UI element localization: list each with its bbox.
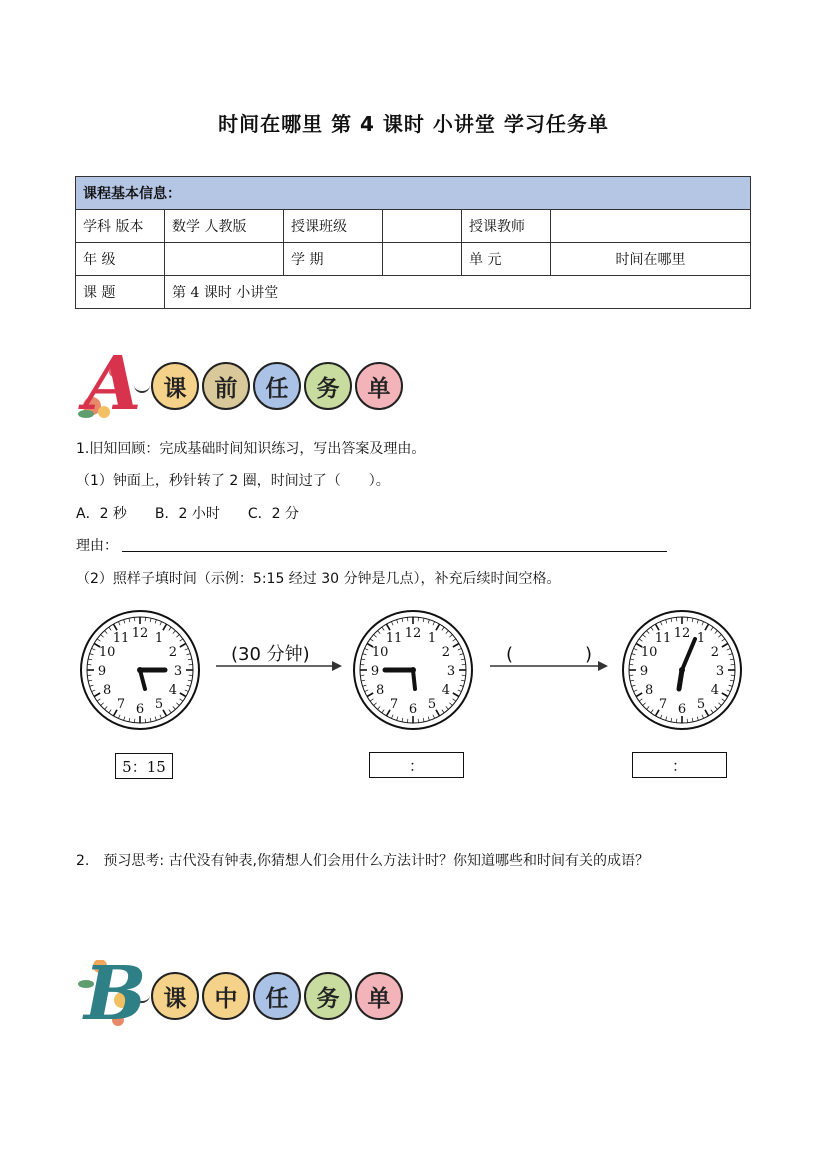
subject-value: 数学 人教版 xyxy=(165,210,284,243)
lesson-value: 第 4 课时 小讲堂 xyxy=(165,276,751,309)
grade-label: 年 级 xyxy=(76,243,165,276)
clock-number: 3 xyxy=(173,664,183,679)
badge-char-1: 课 xyxy=(151,972,199,1020)
clock-number: 5 xyxy=(427,696,437,712)
clock-number: 7 xyxy=(389,696,399,712)
letter-b-icon xyxy=(78,951,147,1037)
clock-2-icon xyxy=(352,609,474,731)
clock-number: 7 xyxy=(658,696,668,712)
clock-number: 8 xyxy=(102,683,112,698)
clock-number: 2 xyxy=(710,645,720,660)
badge-char-3: 任 xyxy=(253,362,301,410)
clock-number: 9 xyxy=(370,664,380,679)
table-header: 课程基本信息： xyxy=(76,177,751,210)
letter-a-icon xyxy=(78,341,142,427)
badge-char-5: 单 xyxy=(355,362,403,410)
arrow-1-icon xyxy=(216,660,342,672)
clock-number: 1 xyxy=(427,631,437,647)
clock-number: 12 xyxy=(131,626,149,641)
letter-b: B xyxy=(84,951,147,1037)
clock-number: 9 xyxy=(97,664,107,679)
badge-char-4: 务 xyxy=(304,972,352,1020)
badge-char-4: 务 xyxy=(304,362,352,410)
q1-intro: 1.旧知回顾：完成基础时间知识练习，写出答案及理由。 xyxy=(76,441,426,457)
letter-a: A xyxy=(84,341,142,427)
page-title: 时间在哪里 第 4 课时 小讲堂 学习任务单 xyxy=(218,112,609,136)
term-label: 学 期 xyxy=(284,243,383,276)
reason-answer-line[interactable] xyxy=(122,551,667,552)
class-value[interactable] xyxy=(383,210,462,243)
clock-number: 10 xyxy=(371,645,389,660)
time-box-3[interactable]: ： xyxy=(632,752,727,778)
badge-char-2: 前 xyxy=(202,362,250,410)
q1-options: A．2 秒 B．2 小时 C．2 分 xyxy=(76,506,300,522)
clock-number: 12 xyxy=(673,626,691,641)
clock-number: 6 xyxy=(677,702,687,717)
unit-label: 单 元 xyxy=(462,243,551,276)
badge-char-1: 课 xyxy=(151,362,199,410)
term-value[interactable] xyxy=(383,243,462,276)
teacher-value[interactable] xyxy=(551,210,751,243)
clock-number: 4 xyxy=(710,683,720,698)
clock-number: 11 xyxy=(385,631,403,647)
section-b-badge xyxy=(78,951,403,1037)
clock-number: 2 xyxy=(168,645,178,660)
clock-1-icon xyxy=(79,609,201,731)
lesson-label: 课 题 xyxy=(76,276,165,309)
q2-text: 2. 预习思考: 古代没有钟表,你猜想人们会用什么方法计时？你知道哪些和时间有关的成语？ xyxy=(76,853,649,869)
clock-number: 11 xyxy=(654,631,672,647)
clock-number: 6 xyxy=(408,702,418,717)
clock-number: 6 xyxy=(135,702,145,717)
clock-number: 3 xyxy=(446,664,456,679)
clock-number: 5 xyxy=(154,696,164,712)
clock-number: 3 xyxy=(715,664,725,679)
clock-number: 10 xyxy=(98,645,116,660)
course-info-table xyxy=(75,176,751,309)
clock-number: 2 xyxy=(441,645,451,660)
clock-number: 4 xyxy=(168,683,178,698)
clock-number: 9 xyxy=(639,664,649,679)
clock-number: 1 xyxy=(154,631,164,647)
clock-number: 8 xyxy=(375,683,385,698)
time-box-2[interactable]: ： xyxy=(369,752,464,778)
clock-number: 8 xyxy=(644,683,654,698)
badge-char-3: 任 xyxy=(253,972,301,1020)
badge-char-2: 中 xyxy=(202,972,250,1020)
class-label: 授课班级 xyxy=(284,210,383,243)
q1-sub2: （2）照样子填时间（示例：5:15 经过 30 分钟是几点），补充后续时间空格。 xyxy=(76,571,561,587)
clock-number: 12 xyxy=(404,626,422,641)
unit-value: 时间在哪里 xyxy=(551,243,751,276)
clock-number: 10 xyxy=(640,645,658,660)
clock-3-icon xyxy=(621,609,743,731)
arrow-1-label: (30 分钟) xyxy=(231,644,310,665)
arrow-2-label: ( ) xyxy=(506,644,593,665)
clock-number: 1 xyxy=(696,631,706,647)
badge-char-5: 单 xyxy=(355,972,403,1020)
time-box-1: 5：15 xyxy=(115,753,173,779)
clock-number: 5 xyxy=(696,696,706,712)
grade-value[interactable] xyxy=(165,243,284,276)
clock-number: 4 xyxy=(441,683,451,698)
clock-number: 7 xyxy=(116,696,126,712)
clock-number: 11 xyxy=(112,631,130,647)
arrow-2-icon xyxy=(490,660,608,672)
reason-label: 理由： xyxy=(76,538,118,554)
subject-label: 学科 版本 xyxy=(76,210,165,243)
section-a-badge xyxy=(78,341,403,427)
teacher-label: 授课教师 xyxy=(462,210,551,243)
q1-sub1: （1）钟面上，秒针转了 2 圈，时间过了（ ）。 xyxy=(76,473,390,489)
